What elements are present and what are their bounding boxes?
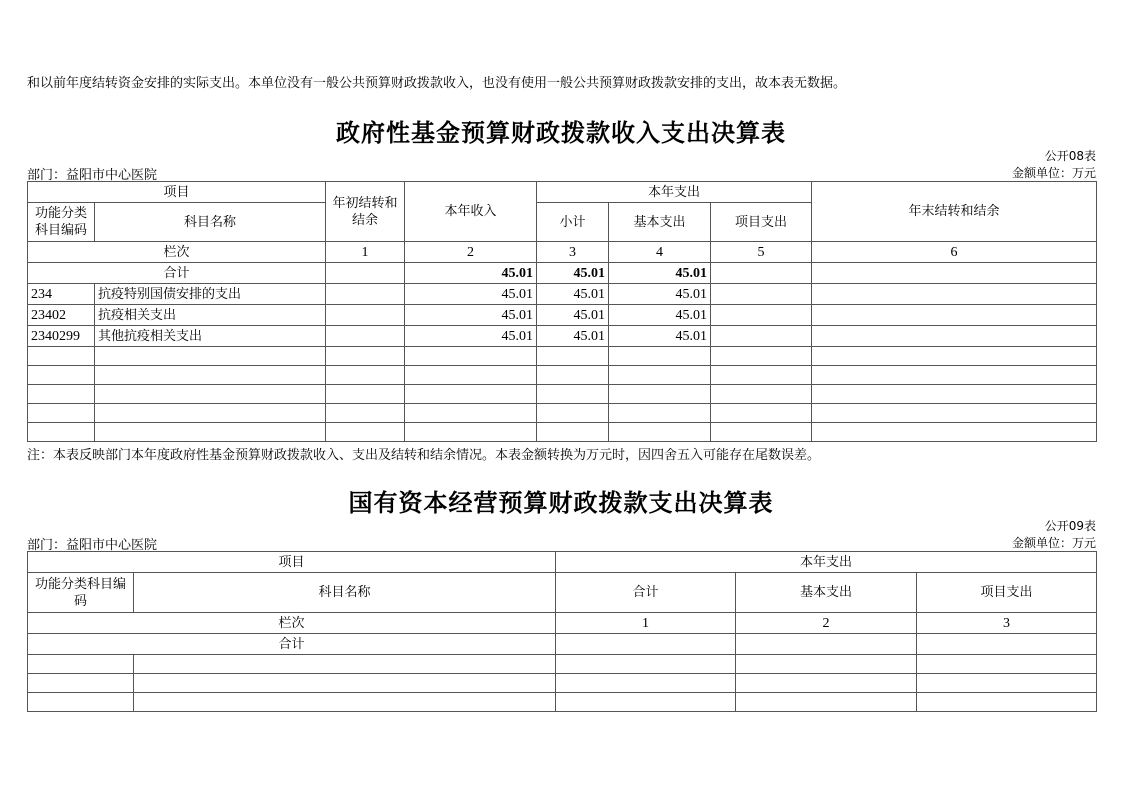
column-number: 2 [405,242,537,263]
empty-row [28,674,1097,693]
column-number: 2 [736,613,917,634]
header-func-code: 功能分类科目编码 [28,203,95,242]
column-number: 4 [609,242,711,263]
top-note: 和以前年度结转资金安排的实际支出。本单位没有一般公共预算财政拨款收入，也没有使用一般公共预算财政拨款安排的支出，故本表无数据。 [27,76,847,91]
table-row [28,284,1097,305]
empty-row [28,693,1097,712]
empty-row [28,366,1097,385]
table08-title: 政府性基金预算财政拨款收入支出决算表 [336,119,786,147]
total-value [556,634,736,655]
header-expense: 本年支出 [537,182,812,203]
column-number-label: 栏次 [28,242,326,263]
table09 [27,551,1097,712]
total-basic [736,634,917,655]
column-number: 1 [556,613,736,634]
row-code: 2340299 [28,326,95,347]
row-name: 抗疫特别国债安排的支出 [95,284,326,305]
row-basic: 45.01 [609,326,711,347]
row-basic: 45.01 [609,284,711,305]
header-project: 项目 [28,182,326,203]
table-row [28,326,1097,347]
table-row [28,305,1097,326]
column-number-label: 栏次 [28,613,556,634]
table09-unit: 金额单位：万元 [1011,536,1096,550]
header-end-balance: 年末结转和结余 [812,182,1097,242]
header-subject-name: 科目名称 [95,203,326,242]
row-begin [326,326,405,347]
total-label: 合计 [28,263,326,284]
empty-row [28,347,1097,366]
header-subtotal: 小计 [537,203,609,242]
total-project-expense [917,634,1097,655]
row-project [711,284,812,305]
row-name: 其他抗疫相关支出 [95,326,326,347]
row-end [812,284,1097,305]
table08 [27,181,1097,442]
header-func-code: 功能分类科目编码 [28,573,134,613]
column-number: 6 [812,242,1097,263]
total-subtotal: 45.01 [537,263,609,284]
row-end [812,326,1097,347]
table09-title: 国有资本经营预算财政拨款支出决算表 [348,489,774,517]
header-project: 项目 [28,552,556,573]
row-subtotal: 45.01 [537,284,609,305]
table08-note: 注：本表反映部门本年度政府性基金预算财政拨款收入、支出及结转和结余情况。本表金额转换为万元时，因四舍五入可能存在尾数误差。 [27,448,821,463]
column-number: 1 [326,242,405,263]
total-begin-balance [326,263,405,284]
row-begin [326,284,405,305]
total-row [28,263,1097,284]
row-code: 23402 [28,305,95,326]
empty-row [28,655,1097,674]
column-number: 3 [917,613,1097,634]
header-expense: 本年支出 [556,552,1097,573]
header-basic: 基本支出 [736,573,917,613]
row-project [711,305,812,326]
total-end-balance [812,263,1097,284]
table08-unit: 金额单位：万元 [1011,166,1096,180]
empty-row [28,385,1097,404]
empty-row [28,404,1097,423]
row-basic: 45.01 [609,305,711,326]
total-label: 合计 [28,634,556,655]
table09-department: 部门：益阳市中心医院 [27,538,158,553]
row-income: 45.01 [405,305,537,326]
header-income: 本年收入 [405,182,537,242]
header-basic: 基本支出 [609,203,711,242]
header-total: 合计 [556,573,736,613]
row-income: 45.01 [405,284,537,305]
row-project [711,326,812,347]
header-subject-name: 科目名称 [134,573,556,613]
total-basic: 45.01 [609,263,711,284]
row-name: 抗疫相关支出 [95,305,326,326]
header-project-expense: 项目支出 [711,203,812,242]
total-row [28,634,1097,655]
table08-code: 公开08表 [1044,149,1096,163]
row-begin [326,305,405,326]
row-subtotal: 45.01 [537,326,609,347]
row-end [812,305,1097,326]
total-project-expense [711,263,812,284]
table08-department: 部门：益阳市中心医院 [27,168,158,183]
empty-row [28,423,1097,442]
header-begin-balance: 年初结转和结余 [326,182,405,242]
row-subtotal: 45.01 [537,305,609,326]
row-income: 45.01 [405,326,537,347]
table09-code: 公开09表 [1044,519,1096,533]
total-income: 45.01 [405,263,537,284]
header-project-expense: 项目支出 [917,573,1097,613]
column-number: 5 [711,242,812,263]
column-number: 3 [537,242,609,263]
row-code: 234 [28,284,95,305]
